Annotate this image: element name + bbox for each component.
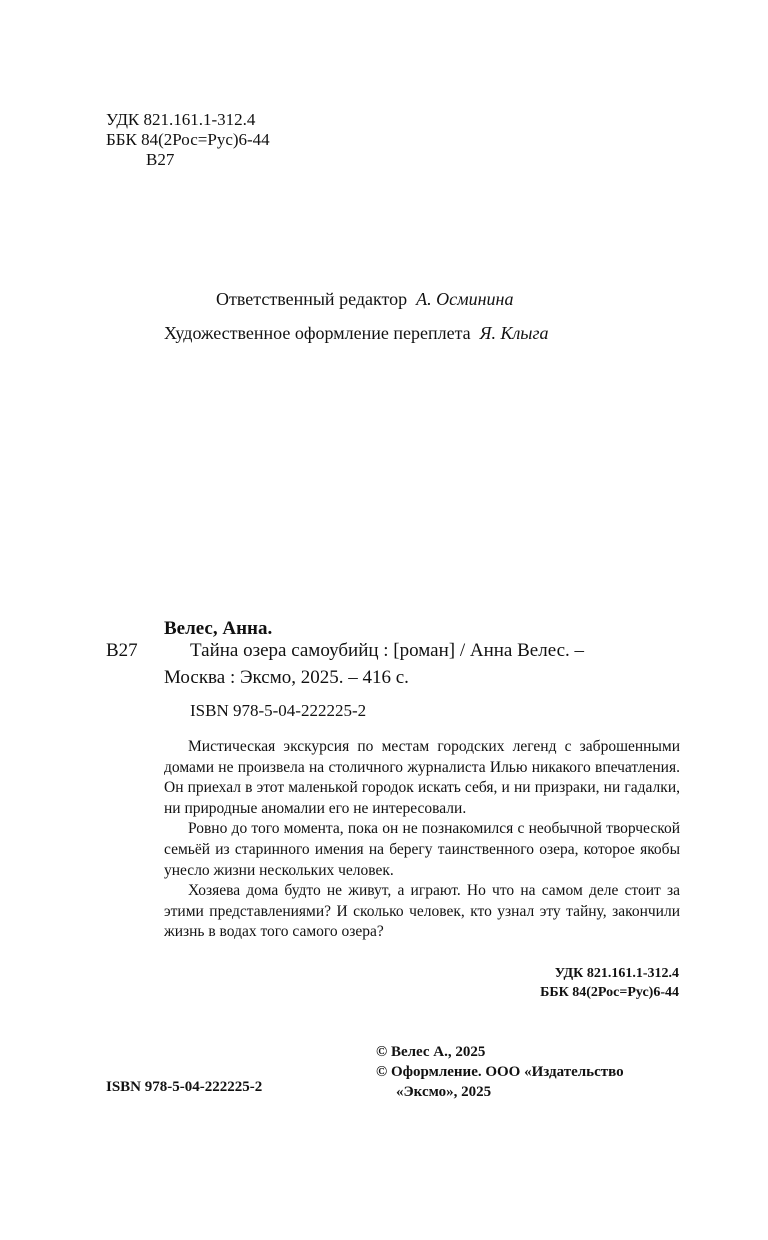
entry-author: Велес, Анна. <box>164 618 273 639</box>
credit-editor <box>216 288 513 310</box>
annotation-paragraph: Мистическая экскурсия по местам городских легенд с заброшенными домами не произвела на столичного журналиста Илью никакого впечатления. Он приехал в этот маленькой городок искать себя, и ни призраки, ни гадалки, ни природные аномалии его не интересовали. <box>164 738 680 817</box>
isbn-bottom: ISBN 978-5-04-222225-2 <box>106 1079 263 1095</box>
entry-isbn: ISBN 978-5-04-222225-2 <box>190 701 367 720</box>
annotation <box>164 737 680 943</box>
annotation-paragraph: Ровно до того момента, пока он не познакомился с необычной творческой семьёй из старинного имения на берегу таинственного озера, которое якобы унесло жизни нескольких человек. <box>164 820 680 879</box>
entry-title-line: Тайна озера самоубийц : [роман] / Анна Велес. – <box>190 640 585 661</box>
udk-code: УДК 821.161.1-312.4 <box>106 110 256 129</box>
credit-designer <box>164 322 549 344</box>
copyright-author: © Велес А., 2025 <box>376 1044 486 1060</box>
bbk-code: ББК 84(2Рос=Рус)6-44 <box>106 130 270 149</box>
author-mark: В27 <box>146 150 175 169</box>
bbk-code: ББК 84(2Рос=Рус)6-44 <box>540 985 679 1000</box>
classification-top <box>106 110 270 170</box>
classification-bottom <box>540 964 679 1002</box>
entry-imprint-line: Москва : Эксмо, 2025. – 416 с. <box>164 667 409 688</box>
credit-name: А. Осминина <box>416 289 514 309</box>
credit-role: Художественное оформление переплета <box>164 323 471 343</box>
copyright-block <box>376 1042 624 1102</box>
entry-code: В27 <box>106 640 138 661</box>
copyright-design: © Оформление. ООО «Издательство <box>376 1064 624 1080</box>
credit-role: Ответственный редактор <box>216 289 408 309</box>
copyright-design-cont: «Эксмо», 2025 <box>396 1084 492 1100</box>
credit-name: Я. Клыга <box>479 323 549 343</box>
udk-code: УДК 821.161.1-312.4 <box>554 966 679 981</box>
annotation-paragraph: Хозяева дома будто не живут, а играют. Но что на самом деле стоит за этими представлениями? И сколько человек, кто узнал эту тайну, закончили жизнь в водах того самого озера? <box>164 882 680 941</box>
